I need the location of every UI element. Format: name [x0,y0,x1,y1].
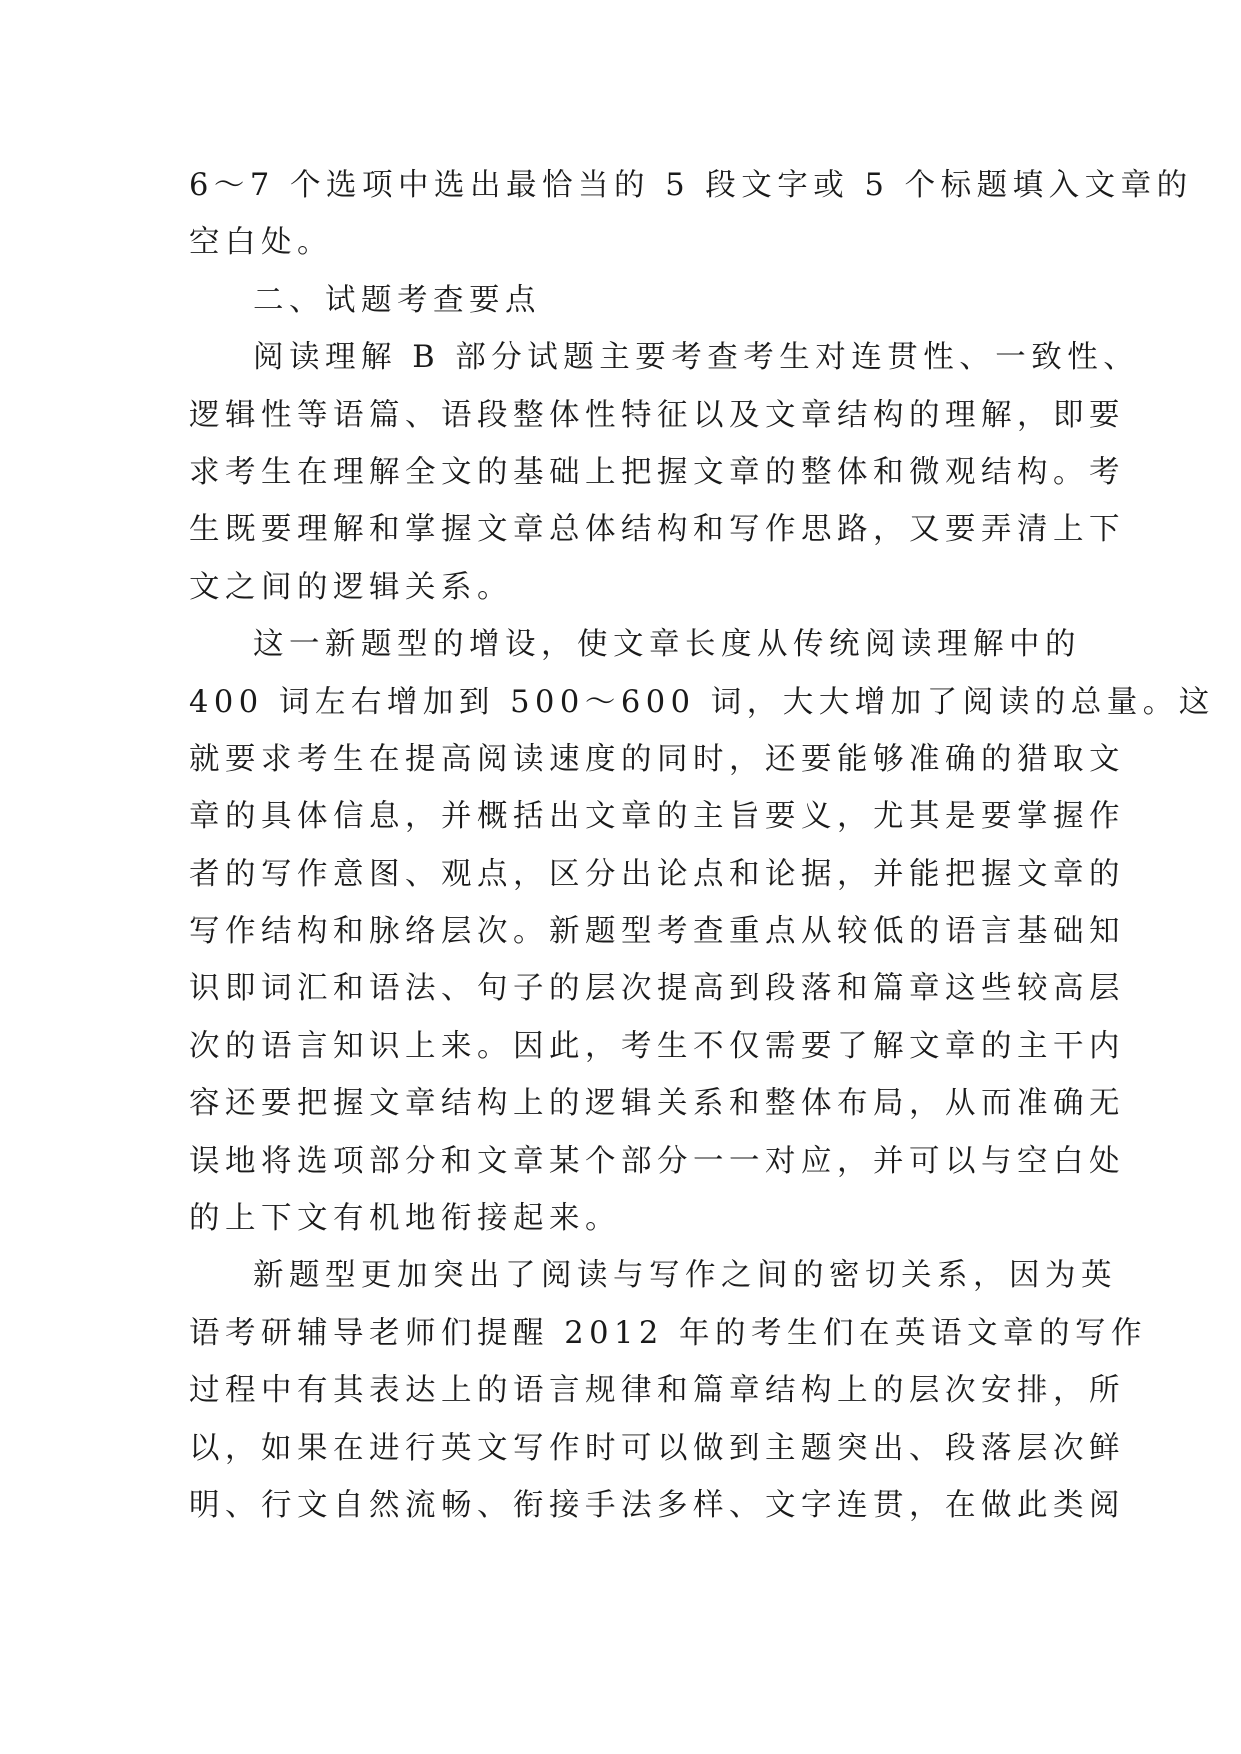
text-line [189,1477,1125,1534]
paragraph [189,616,1215,1247]
line-text: 的上下文有机地衔接起来。 [189,1201,621,1237]
text-line [189,1133,1125,1190]
text-line [189,444,1125,501]
line-text: 就要求考生在提高阅读速度的同时，还要能够准确的猎取文 [189,741,1125,777]
line-text: 文之间的逻辑关系。 [189,569,513,605]
text-line [189,1075,1125,1132]
line-text: 生既要理解和掌握文章总体结构和写作思路，又要弄清上下 [189,512,1125,548]
text-line [189,157,1193,214]
text-line [189,731,1125,788]
line-text: 这一新题型的增设，使文章长度从传统阅读理解中的 [253,627,1081,663]
line-text: 识即词汇和语法、句子的层次提高到段落和篇章这些较高层 [189,971,1125,1007]
text-line [189,616,1081,673]
line-text: 空白处。 [189,225,333,261]
line-text: 求考生在理解全文的基础上把握文章的整体和微观结构。考 [189,454,1125,490]
text-line [189,674,1215,731]
line-text: 逻辑性等语篇、语段整体性特征以及文章结构的理解，即要 [189,397,1125,433]
text-line [189,960,1125,1017]
paragraph [189,157,1193,272]
line-text: 章的具体信息，并概括出文章的主旨要义，尤其是要掌握作 [189,799,1125,835]
text-line [189,559,1069,616]
text-line [189,1420,1125,1477]
paragraph [189,272,1069,329]
line-text: 阅读理解 B 部分试题主要考查考生对连贯性、一致性、 [253,340,1140,376]
line-text: 以，如果在进行英文写作时可以做到主题突出、段落层次鲜 [189,1430,1125,1466]
line-text: 6～7 个选项中选出最恰当的 5 段文字或 5 个标题填入文章的 [189,168,1193,203]
line-text: 明、行文自然流畅、衔接手法多样、文字连贯，在做此类阅 [189,1487,1125,1523]
text-line [189,903,1125,960]
text-line [189,1247,1117,1304]
text-line [189,1305,1148,1362]
line-text: 过程中有其表达上的语言规律和篇章结构上的层次安排，所 [189,1373,1125,1409]
line-text: 容还要把握文章结构上的逻辑关系和整体布局，从而准确无 [189,1086,1125,1122]
text-line [189,1190,1069,1247]
paragraph [189,1247,1148,1534]
line-text: 写作结构和脉络层次。新题型考查重点从较低的语言基础知 [189,914,1125,950]
text-line [189,329,1140,386]
line-text: 者的写作意图、观点，区分出论点和论据，并能把握文章的 [189,856,1125,892]
line-text: 新题型更加突出了阅读与写作之间的密切关系，因为英 [253,1258,1117,1294]
text-line [189,1362,1125,1419]
line-text: 语考研辅导老师们提醒 2012 年的考生们在英语文章的写作 [189,1315,1148,1351]
text-line [189,501,1125,558]
line-text: 误地将选项部分和文章某个部分一一对应，并可以与空白处 [189,1143,1125,1179]
paragraph [189,329,1140,616]
line-text: 次的语言知识上来。因此，考生不仅需要了解文章的主干内 [189,1028,1125,1064]
line-text: 400 词左右增加到 500～600 词，大大增加了阅读的总量。这 [189,684,1215,720]
text-line [189,788,1125,845]
text-line [189,272,1069,329]
text-line [189,387,1125,444]
text-line [189,1018,1125,1075]
text-line [189,214,1069,271]
line-text: 二、试题考查要点 [253,282,541,318]
text-line [189,846,1125,903]
document-body [189,157,1215,1534]
